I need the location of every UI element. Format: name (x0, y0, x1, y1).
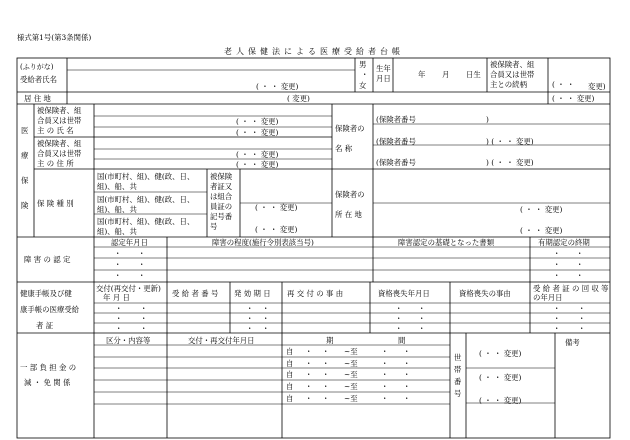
holder-address-change-2: ( ・ ・ 変更) (236, 160, 279, 169)
period-to-dot-3a: ・ (381, 370, 389, 379)
card-change-1: ( ・ ・ 変更) (255, 203, 298, 212)
disability-end-dot-1: ・ (553, 249, 561, 258)
disability-date-dot-4: ・ (138, 260, 146, 269)
disability-date-dot-3: ・ (114, 260, 122, 269)
recipient-name-label: 受給者氏名 (20, 75, 57, 84)
insurer-name-label-2: 名 称 (335, 144, 353, 153)
period-to-4: ~至 (344, 382, 358, 391)
period-from-dot-1a: ・ (305, 347, 313, 356)
hb-dot-21: ・ (553, 314, 561, 323)
card-label-2: 者証又 (210, 182, 233, 191)
card-label-5: 記号番 (210, 212, 233, 221)
insurer-address-label-1: 保険者の (335, 190, 365, 199)
return-date-header-1: 受 給 者 証 の 回 収 等 (533, 284, 609, 293)
hb-dot-2: ・ (140, 304, 148, 313)
period-from-3: 自 (286, 370, 294, 379)
hb-dot-15: ・ (395, 314, 403, 323)
hb-dot-8: ・ (262, 304, 270, 313)
period-to-dot-4b: ・ (403, 382, 411, 391)
holder-address-change-1: ( ・ ・ 変更) (236, 150, 279, 159)
insurance-type-2b: 組)、船、共 (97, 205, 137, 214)
dob-year: 年 (418, 70, 426, 79)
period-from-2: 自 (286, 359, 294, 368)
hb-dot-16: ・ (418, 314, 426, 323)
disability-end-dot-3: ・ (553, 260, 561, 269)
copay-issue-header: 交付・再交付年月日 (188, 336, 255, 345)
relation-label-1: 被保険者、組 (490, 60, 535, 69)
period-from-dot-2b: ・ (322, 359, 330, 368)
furigana-label: (ふりがな) (20, 63, 54, 71)
holder-address-label-3: 主 の 住 所 (37, 159, 74, 168)
period-to-5: ~至 (344, 394, 358, 403)
disability-end-dot-5: ・ (553, 271, 561, 280)
issue-date-header-2: 年 月 日 (103, 293, 130, 302)
insurer-name-label: 保険者の (335, 124, 365, 133)
disability-end-header: 有期認定の終期 (538, 238, 590, 247)
period-to-dot-5b: ・ (403, 394, 411, 403)
reissue-reason-header: 再 交 付 の 事 由 (287, 289, 344, 298)
holder-address-label-1: 被保険者、組 (37, 139, 82, 148)
card-label-1: 被保険 (210, 172, 233, 181)
relation-dots: ( ・ ・ (552, 80, 575, 89)
period-from-dot-1b: ・ (322, 347, 330, 356)
insurance-vertical-1: 医 (21, 126, 29, 135)
copay-label-2: 減 ・ 免 関 係 (24, 378, 71, 387)
insurance-type-2a: 国(市町村、組)、健(政、日、 (97, 195, 195, 204)
handbook-label-3: 者 証 (36, 321, 54, 330)
hb-dot-17: ・ (395, 324, 403, 333)
hb-dot-9: ・ (246, 314, 254, 323)
hb-dot-1: ・ (115, 304, 123, 313)
insurance-type-1b: 組)、船、共 (97, 182, 137, 191)
form-title: 老人保健法による医療受給者台帳 (224, 47, 404, 56)
holder-name-change-2: ( ・ ・ 変更) (236, 128, 279, 137)
period-to-dot-2b: ・ (403, 359, 411, 368)
hb-dot-24: ・ (578, 324, 586, 333)
household-change-1: ( ・ ・ 変更) (479, 349, 522, 358)
loss-reason-header: 資格喪失の事由 (459, 289, 511, 298)
period-from-1: 自 (286, 347, 294, 356)
disability-degree-header: 障害の程度(施行令別表該当号) (212, 238, 314, 247)
holder-name-change-1: ( ・ ・ 変更) (236, 117, 279, 126)
period-to-3: ~至 (344, 370, 358, 379)
hb-dot-7: ・ (246, 304, 254, 313)
period-from-4: 自 (286, 382, 294, 391)
copay-period-header-1: 期 (326, 336, 334, 345)
period-to-dot-1b: ・ (403, 347, 411, 356)
hb-dot-10: ・ (262, 314, 270, 323)
dob-label-top: 生年 (376, 64, 391, 73)
relation-change: 変更) (588, 82, 606, 91)
loss-date-header: 資格喪失年月日 (378, 289, 430, 298)
holder-name-label-2: 合員又は世帯 (37, 116, 82, 125)
address-label: 居 住 地 (24, 94, 51, 103)
disability-end-dot-6: ・ (576, 271, 584, 280)
household-change-3: ( ・ ・ 変更) (479, 396, 522, 405)
disability-date-header: 認定年月日 (111, 238, 148, 247)
insurer-number-2: (保険者番号 (376, 137, 416, 146)
remarks-label: 備考 (565, 338, 580, 347)
copay-label-1: 一 部 負 担 金 の (20, 363, 77, 372)
sex-separator: ・ (361, 70, 369, 79)
name-change-note: ( ・ ・ 変更) (256, 82, 299, 91)
period-to-2: ~至 (344, 359, 358, 368)
household-number-3: 番 (454, 377, 462, 386)
household-change-2: ( ・ ・ 変更) (479, 373, 522, 382)
dob-month: 月 (442, 70, 450, 79)
hb-dot-12: ・ (262, 324, 270, 333)
period-to-dot-4a: ・ (381, 382, 389, 391)
period-to-1: ~至 (344, 347, 358, 356)
hb-dot-3: ・ (115, 314, 123, 323)
insurer-address-change-2: ( ・ ・ 変更) (520, 226, 563, 235)
period-from-dot-2a: ・ (305, 359, 313, 368)
disability-label: 障 害 の 認 定 (24, 255, 71, 264)
card-label-4: 員証の (210, 202, 233, 211)
insurer-number-1-close: ) (486, 115, 489, 124)
period-from-dot-3b: ・ (322, 370, 330, 379)
copay-period-header-2: 間 (398, 336, 406, 345)
period-from-5: 自 (286, 394, 294, 403)
disability-end-dot-4: ・ (576, 260, 584, 269)
card-change-2: ( ・ ・ 変更) (255, 225, 298, 234)
insurance-vertical-3: 保 (21, 176, 29, 185)
hb-dot-23: ・ (553, 324, 561, 333)
address-change-b: ( ・ ・ 変更) (552, 94, 595, 103)
period-to-dot-3b: ・ (403, 370, 411, 379)
period-from-dot-5a: ・ (305, 394, 313, 403)
period-to-dot-2a: ・ (381, 359, 389, 368)
hb-dot-4: ・ (140, 314, 148, 323)
relation-label-3: 主との続柄 (490, 80, 527, 89)
household-number-1: 世 (454, 353, 462, 362)
hb-dot-20: ・ (578, 304, 586, 313)
address-change-a: ( 変更) (287, 94, 310, 103)
hb-dot-19: ・ (553, 304, 561, 313)
effective-date-header: 発 効 期 日 (234, 289, 271, 298)
handbook-label-1: 健康手帳及び健 (20, 289, 72, 298)
form-number: 様式第1号(第3条関係) (17, 33, 92, 42)
household-number-2: 帯 (454, 365, 462, 374)
issue-date-header-1: 交付(再交付・更新) (96, 284, 161, 293)
insurer-number-3-change: ) ( ・ ・ 変更) (486, 158, 534, 167)
relation-label-2: 合員又は世帯 (490, 70, 535, 79)
hb-dot-18: ・ (418, 324, 426, 333)
period-from-dot-4b: ・ (322, 382, 330, 391)
insurer-number-3: (保険者番号 (376, 158, 416, 167)
hb-dot-22: ・ (578, 314, 586, 323)
dob-day: 日生 (466, 70, 481, 79)
period-from-dot-3a: ・ (305, 370, 313, 379)
hb-dot-13: ・ (395, 304, 403, 313)
insurance-type-label: 保 険 種 別 (37, 199, 74, 208)
hb-dot-11: ・ (246, 324, 254, 333)
disability-date-dot-5: ・ (114, 271, 122, 280)
period-from-dot-5b: ・ (322, 394, 330, 403)
disability-date-dot-2: ・ (138, 249, 146, 258)
insurer-address-change-1: ( ・ ・ 変更) (520, 205, 563, 214)
hb-dot-6: ・ (140, 324, 148, 333)
insurance-type-3a: 国(市町村、組)、健(政、日、 (97, 217, 195, 226)
holder-name-label-1: 被保険者、組 (37, 106, 82, 115)
period-to-dot-1a: ・ (381, 347, 389, 356)
holder-address-label-2: 合員又は世帯 (37, 149, 82, 158)
insurer-number-2-change: ) ( ・ ・ 変更) (486, 137, 534, 146)
card-label-3: は組合 (210, 192, 233, 201)
dob-label-bottom: 月日 (376, 74, 391, 83)
copay-category-header: 区分・内容等 (106, 336, 151, 345)
hb-dot-5: ・ (115, 324, 123, 333)
disability-date-dot-1: ・ (114, 249, 122, 258)
disability-end-dot-2: ・ (576, 249, 584, 258)
insurance-type-3b: 組)、船、共 (97, 227, 137, 236)
card-label-6: 号 (210, 222, 218, 231)
sex-male-label: 男 (359, 60, 367, 69)
insurance-vertical-4: 険 (21, 201, 29, 210)
insurer-address-label-2: 所 在 地 (335, 210, 362, 219)
insurance-type-1a: 国(市町村、組)、健(政、日、 (97, 172, 195, 181)
return-date-header-2: の年月日 (533, 293, 563, 302)
period-from-dot-4a: ・ (305, 382, 313, 391)
recipient-number-header: 受 給 者 番 号 (172, 289, 219, 298)
disability-basis-header: 障害認定の基礎となった書類 (398, 238, 495, 247)
period-to-dot-5a: ・ (381, 394, 389, 403)
sex-female-label: 女 (359, 81, 367, 90)
insurance-vertical-2: 療 (21, 151, 29, 160)
household-number-4: 号 (454, 389, 462, 398)
holder-name-label-3: 主 の 氏 名 (37, 126, 74, 135)
handbook-label-2: 康手帳の医療受給 (20, 305, 80, 314)
insurer-number-1: (保険者番号 (376, 115, 416, 124)
hb-dot-14: ・ (418, 304, 426, 313)
disability-date-dot-6: ・ (138, 271, 146, 280)
